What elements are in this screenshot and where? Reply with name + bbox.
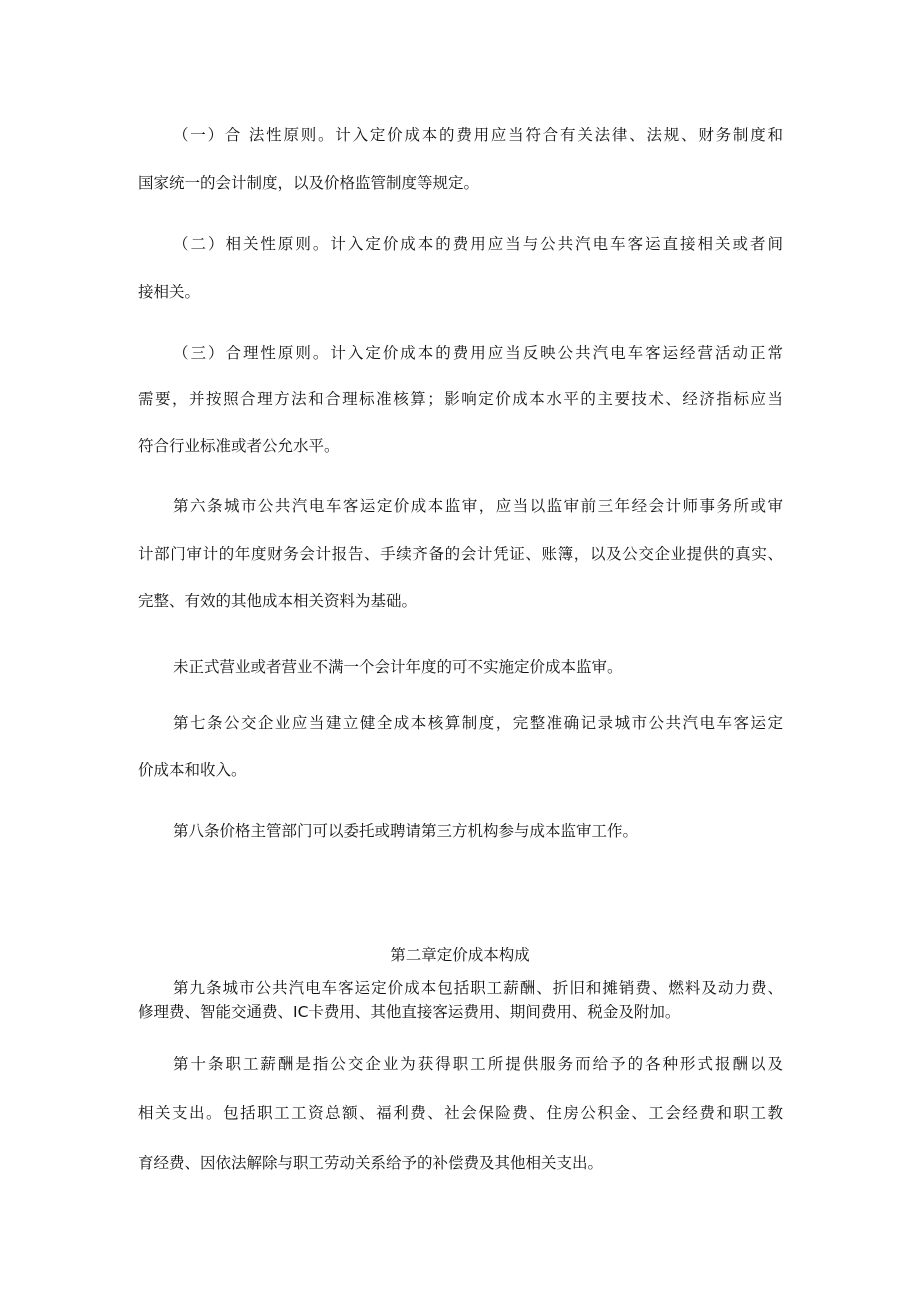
- principle-reasonableness-line-2: 需要，并按照合理方法和合理标准核算；影响定价成本水平的主要技术、经济指标应当: [138, 390, 783, 408]
- principle-reasonableness-line-3: 符合行业标准或者公允水平。: [138, 437, 340, 455]
- principle-relevance-line-2: 接相关。: [138, 283, 201, 301]
- article-6-line-1: 第六条城市公共汽电车客运定价成本监审，应当以监审前三年经会计师事务所或审: [173, 497, 783, 515]
- article-6-supplement: 未正式营业或者营业不满一个会计年度的可不实施定价成本监审。: [173, 658, 623, 676]
- article-9-line-1: 第九条城市公共汽电车客运定价成本包括职工薪酬、折旧和摊销费、燃料及动力费、: [173, 979, 783, 997]
- article-9-line-2: 修理费、智能交通费、IC卡费用、其他直接客运费用、期间费用、税金及附加。: [138, 1003, 681, 1021]
- principle-relevance-line-1: （二）相关性原则。计入定价成本的费用应当与公共汽电车客运直接相关或者间: [173, 235, 783, 253]
- principle-legality-line-2: 国家统一的会计制度，以及价格监管制度等规定。: [138, 174, 480, 192]
- article-6-line-2: 计部门审计的年度财务会计报告、手续齐备的会计凭证、账簿，以及公交企业提供的真实、: [138, 545, 783, 563]
- article-7-line-2: 价成本和收入。: [138, 761, 247, 779]
- article-10-line-1: 第十条职工薪酬是指公交企业为获得职工所提供服务而给予的各种形式报酬以及: [173, 1055, 783, 1073]
- chapter-heading: 第二章定价成本构成: [390, 946, 530, 964]
- article-10-line-2: 相关支出。包括职工工资总额、福利费、社会保险费、住房公积金、工会经费和职工教: [138, 1104, 783, 1122]
- article-6-line-3: 完整、有效的其他成本相关资料为基础。: [138, 592, 418, 610]
- principle-legality-line-1: （一）合 法性原则。计入定价成本的费用应当符合有关法律、法规、财务制度和: [173, 126, 783, 144]
- article-7-line-1: 第七条公交企业应当建立健全成本核算制度，完整准确记录城市公共汽电车客运定: [173, 714, 783, 732]
- article-8: 第八条价格主管部门可以委托或聘请第三方机构参与成本监审工作。: [173, 822, 639, 840]
- principle-reasonableness-line-1: （三）合理性原则。计入定价成本的费用应当反映公共汽电车客运经营活动正常: [173, 344, 783, 362]
- article-10-line-3: 育经费、因依法解除与职工劳动关系给予的补偿费及其他相关支出。: [138, 1154, 604, 1172]
